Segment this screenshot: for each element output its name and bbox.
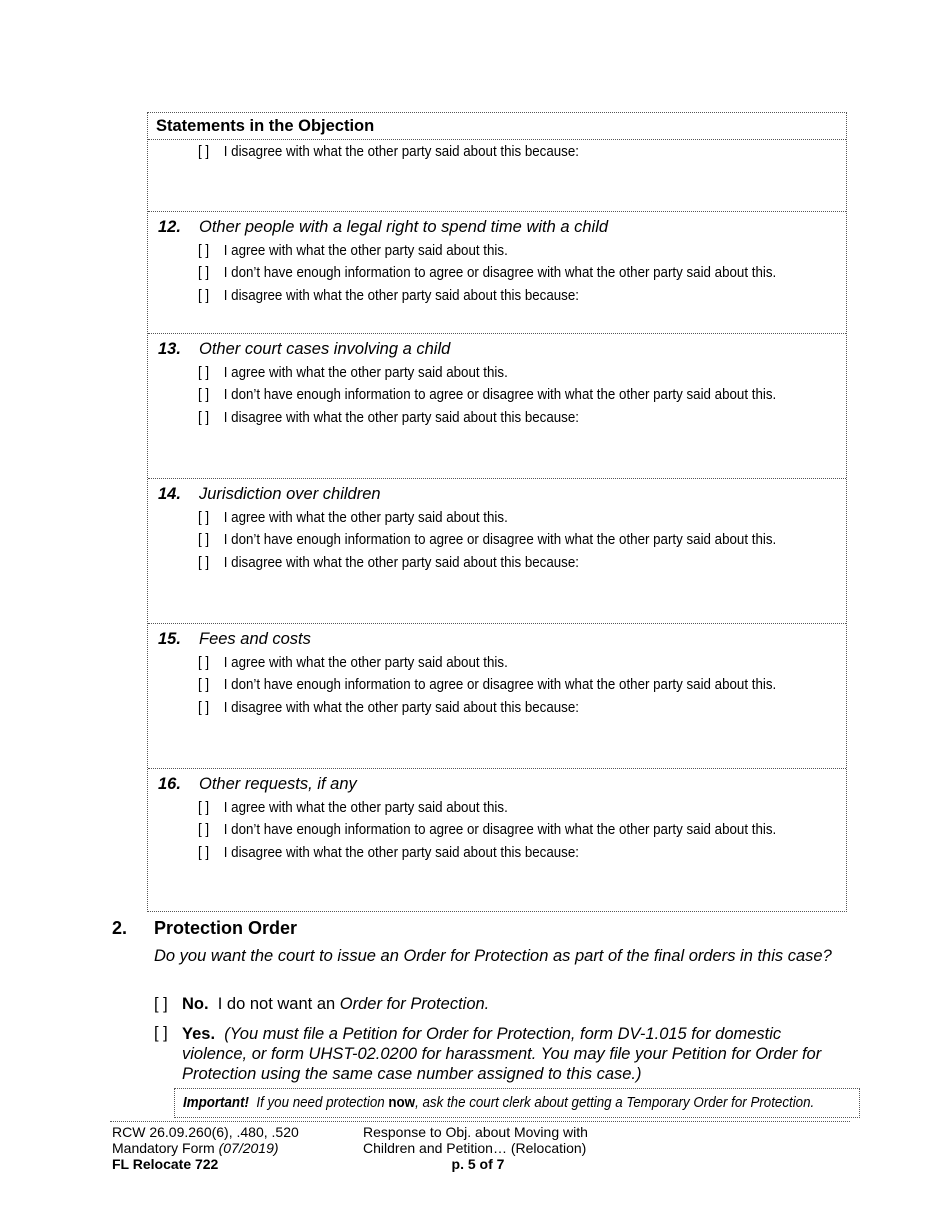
objection-table [147,112,847,912]
section-13 [148,334,846,479]
important-box [174,1088,860,1118]
checkbox[interactable]: [ ] [198,800,210,816]
yes-option: Yes. (You must file a Petition for Order for Protection, form DV-1.015 for domestic violence, or form UHST-02.0200 for harassment. You may file your Petition for Order for Protection using the same case number assigned to this case.) [182,1025,822,1083]
checkbox[interactable]: [ ] [198,510,210,526]
checkbox[interactable]: [ ] [154,995,168,1013]
footer-divider [110,1121,850,1122]
checkbox[interactable]: [ ] [198,677,210,693]
option-not-enough: [ ] I don’t have enough information to agree or disagree with what the other party said about this. [198,387,777,403]
checkbox[interactable]: [ ] [198,700,210,716]
section-14 [148,479,846,624]
option-not-enough: [ ] I don’t have enough information to agree or disagree with what the other party said about this. [198,677,777,693]
checkbox[interactable]: [ ] [198,387,210,403]
option-not-enough: [ ] I don’t have enough information to agree or disagree with what the other party said about this. [198,265,777,281]
checkbox[interactable]: [ ] [198,144,210,160]
checkbox[interactable]: [ ] [198,288,210,304]
section-title: 13. Other court cases involving a child [158,340,451,358]
checkbox[interactable]: [ ] [198,655,210,671]
option-agree: [ ] I agree with what the other party said about this. [198,243,508,259]
section-heading: Protection Order [154,918,298,938]
carryover-section [148,140,846,212]
option-agree: [ ] I agree with what the other party said about this. [198,800,508,816]
option-disagree: [ ] I disagree with what the other party said about this because: [198,700,579,716]
important-note: Important! If you need protection now, ask the court clerk about getting a Temporary Order for Protection. [183,1095,815,1111]
option-agree: [ ] I agree with what the other party said about this. [198,365,508,381]
checkbox[interactable]: [ ] [198,243,210,259]
option-agree: [ ] I agree with what the other party said about this. [198,510,508,526]
checkbox[interactable]: [ ] [198,822,210,838]
option-not-enough: [ ] I don’t have enough information to agree or disagree with what the other party said about this. [198,822,777,838]
checkbox[interactable]: [ ] [198,532,210,548]
yes-checkbox[interactable]: [ ] [154,1024,168,1042]
table-header: Statements in the Objection [148,113,846,140]
section-16 [148,769,846,911]
section-15 [148,624,846,769]
option-disagree: [ ] I disagree with what the other party said about this because: [198,288,579,304]
protection-question: Do you want the court to issue an Order for Protection as part of the final orders in this case? [154,947,832,965]
option-disagree: [ ] I disagree with what the other party said about this because: [198,555,579,571]
section-title: 14. Jurisdiction over children [158,485,381,503]
no-option: [ ] No. I do not want an Order for Protection. [154,995,490,1013]
option-disagree: [ ] I disagree with what the other party said about this because: [198,845,579,861]
section-12 [148,212,846,334]
footer-center: Response to Obj. about Moving with Children and Petition… (Relocation) p. 5 of 7 [363,1124,588,1172]
checkbox[interactable]: [ ] [198,845,210,861]
checkbox[interactable]: [ ] [198,555,210,571]
option-disagree: [ ] I disagree with what the other party said about this because: [198,410,579,426]
checkbox[interactable]: [ ] [198,265,210,281]
section-title: 15. Fees and costs [158,630,311,648]
checkbox[interactable]: [ ] [198,365,210,381]
option-agree: [ ] I agree with what the other party said about this. [198,655,508,671]
carryover-option: [ ] I disagree with what the other party said about this because: [198,144,579,160]
option-not-enough: [ ] I don’t have enough information to agree or disagree with what the other party said about this. [198,532,777,548]
section-title: 16. Other requests, if any [158,775,357,793]
footer-left: RCW 26.09.260(6), .480, .520 Mandatory Form (07/2019) FL Relocate 722 [112,1124,299,1172]
section-number: 2. [112,918,128,938]
checkbox[interactable]: [ ] [198,410,210,426]
section-title: 12. Other people with a legal right to spend time with a child [158,218,609,236]
